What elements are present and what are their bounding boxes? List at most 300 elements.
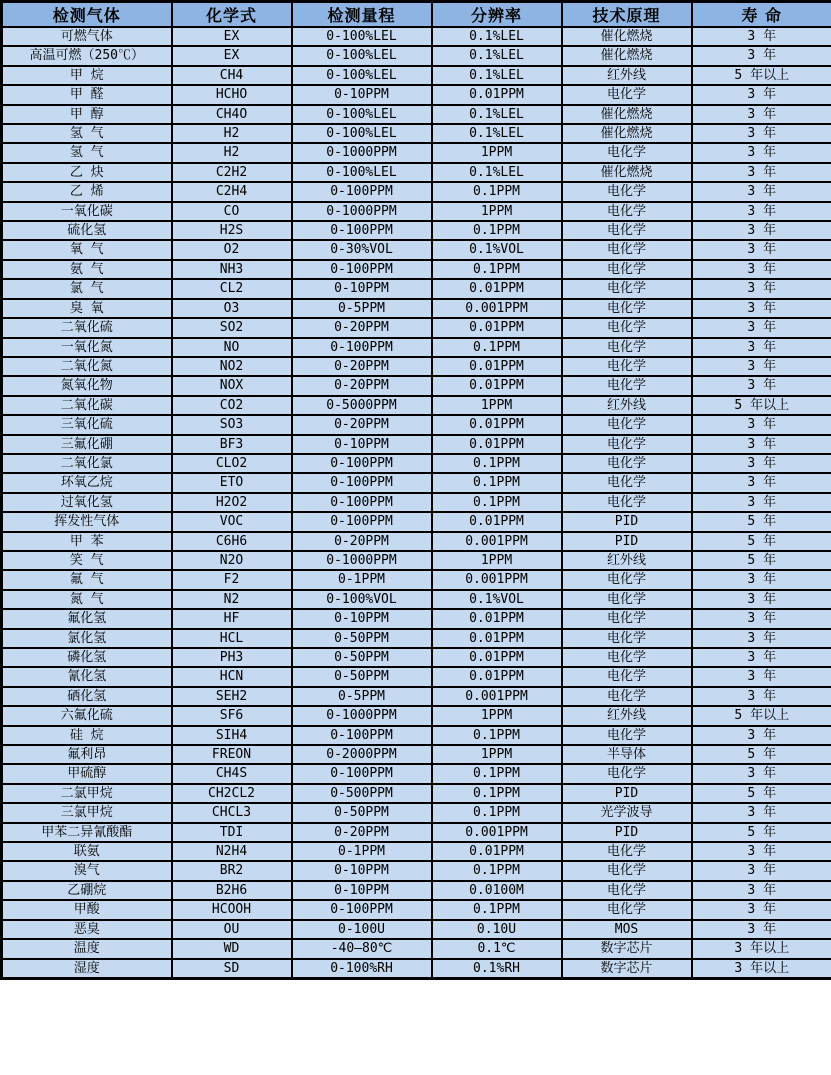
cell-range: 0-20PPM	[292, 823, 432, 842]
table-row	[2, 105, 831, 124]
cell-formula: HCL	[172, 629, 292, 648]
cell-principle: 电化学	[562, 338, 692, 357]
cell-range: 0-2000PPM	[292, 745, 432, 764]
cell-resolution: 0.1%VOL	[432, 240, 562, 259]
cell-gas: 一氧化氮	[2, 338, 172, 357]
cell-principle: 电化学	[562, 493, 692, 512]
cell-principle: 电化学	[562, 648, 692, 667]
cell-formula: PH3	[172, 648, 292, 667]
cell-range: 0-50PPM	[292, 629, 432, 648]
cell-resolution: 0.01PPM	[432, 415, 562, 434]
cell-range: 0-10PPM	[292, 85, 432, 104]
cell-life: 5 年以上	[692, 706, 831, 725]
cell-gas: 三氯甲烷	[2, 803, 172, 822]
column-header-range: 检测量程	[292, 2, 432, 28]
cell-formula: CH2CL2	[172, 784, 292, 803]
cell-range: 0-5000PPM	[292, 396, 432, 415]
cell-life: 3 年	[692, 629, 831, 648]
cell-life: 3 年	[692, 202, 831, 221]
table-row	[2, 706, 831, 725]
cell-formula: C2H4	[172, 182, 292, 201]
cell-range: 0-100PPM	[292, 512, 432, 531]
cell-resolution: 0.1PPM	[432, 861, 562, 880]
cell-principle: 电化学	[562, 473, 692, 492]
cell-range: 0-100%LEL	[292, 46, 432, 65]
table-row	[2, 454, 831, 473]
cell-formula: CLO2	[172, 454, 292, 473]
cell-principle: PID	[562, 784, 692, 803]
cell-principle: 催化燃烧	[562, 105, 692, 124]
cell-formula: CH4	[172, 66, 292, 85]
cell-formula: CHCL3	[172, 803, 292, 822]
cell-resolution: 0.1PPM	[432, 454, 562, 473]
cell-formula: TDI	[172, 823, 292, 842]
cell-principle: 电化学	[562, 667, 692, 686]
cell-life: 3 年以上	[692, 939, 831, 958]
cell-gas: 氯化氢	[2, 629, 172, 648]
cell-gas: 恶臭	[2, 920, 172, 939]
cell-life: 3 年	[692, 493, 831, 512]
cell-range: -40—80℃	[292, 939, 432, 958]
table-row	[2, 512, 831, 531]
cell-formula: BR2	[172, 861, 292, 880]
cell-formula: H2S	[172, 221, 292, 240]
cell-life: 3 年	[692, 881, 831, 900]
cell-gas: 一氧化碳	[2, 202, 172, 221]
cell-resolution: 0.1PPM	[432, 493, 562, 512]
table-header	[2, 2, 831, 28]
cell-resolution: 0.1PPM	[432, 764, 562, 783]
cell-principle: MOS	[562, 920, 692, 939]
cell-formula: CO	[172, 202, 292, 221]
cell-gas: 乙硼烷	[2, 881, 172, 900]
table-row	[2, 318, 831, 337]
cell-resolution: 0.0100M	[432, 881, 562, 900]
table-row	[2, 182, 831, 201]
cell-gas: 甲 醛	[2, 85, 172, 104]
cell-principle: 催化燃烧	[562, 27, 692, 46]
cell-gas: 氟 气	[2, 570, 172, 589]
cell-life: 3 年	[692, 667, 831, 686]
cell-formula: SD	[172, 959, 292, 979]
cell-formula: C6H6	[172, 532, 292, 551]
cell-formula: N2	[172, 590, 292, 609]
cell-resolution: 0.001PPM	[432, 299, 562, 318]
cell-resolution: 0.01PPM	[432, 842, 562, 861]
cell-gas: 甲 苯	[2, 532, 172, 551]
cell-range: 0-5PPM	[292, 687, 432, 706]
cell-resolution: 0.1%LEL	[432, 124, 562, 143]
cell-principle: 电化学	[562, 861, 692, 880]
cell-range: 0-100%LEL	[292, 124, 432, 143]
cell-gas: 六氟化硫	[2, 706, 172, 725]
table-body	[2, 27, 831, 978]
table-row	[2, 920, 831, 939]
cell-resolution: 0.1%LEL	[432, 66, 562, 85]
cell-range: 0-1000PPM	[292, 551, 432, 570]
table-row	[2, 85, 831, 104]
table-row	[2, 202, 831, 221]
cell-range: 0-10PPM	[292, 881, 432, 900]
cell-resolution: 0.01PPM	[432, 512, 562, 531]
cell-life: 3 年	[692, 570, 831, 589]
table-row	[2, 590, 831, 609]
column-header-gas: 检测气体	[2, 2, 172, 28]
cell-principle: 电化学	[562, 590, 692, 609]
table-row	[2, 842, 831, 861]
column-header-lifespan: 寿 命	[692, 2, 831, 28]
cell-range: 0-100PPM	[292, 260, 432, 279]
cell-principle: 数字芯片	[562, 939, 692, 958]
cell-formula: N2H4	[172, 842, 292, 861]
cell-resolution: 1PPM	[432, 202, 562, 221]
cell-gas: 二氧化硫	[2, 318, 172, 337]
cell-gas: 氢 气	[2, 124, 172, 143]
cell-life: 3 年	[692, 27, 831, 46]
cell-range: 0-20PPM	[292, 532, 432, 551]
cell-life: 3 年	[692, 590, 831, 609]
cell-life: 5 年	[692, 551, 831, 570]
cell-gas: 乙 烯	[2, 182, 172, 201]
table-row	[2, 823, 831, 842]
cell-formula: H2	[172, 143, 292, 162]
cell-formula: F2	[172, 570, 292, 589]
cell-principle: 电化学	[562, 629, 692, 648]
cell-formula: HCN	[172, 667, 292, 686]
cell-formula: CH4O	[172, 105, 292, 124]
cell-resolution: 0.1%LEL	[432, 105, 562, 124]
cell-life: 3 年	[692, 764, 831, 783]
table-row	[2, 221, 831, 240]
cell-range: 0-10PPM	[292, 435, 432, 454]
cell-life: 3 年	[692, 124, 831, 143]
table-row	[2, 532, 831, 551]
cell-principle: 电化学	[562, 221, 692, 240]
cell-formula: CH4S	[172, 764, 292, 783]
cell-life: 5 年	[692, 745, 831, 764]
cell-principle: 电化学	[562, 415, 692, 434]
cell-range: 0-100%LEL	[292, 66, 432, 85]
cell-gas: 氨 气	[2, 260, 172, 279]
cell-formula: BF3	[172, 435, 292, 454]
cell-formula: EX	[172, 46, 292, 65]
cell-gas: 臭 氧	[2, 299, 172, 318]
cell-principle: 红外线	[562, 66, 692, 85]
cell-formula: HF	[172, 609, 292, 628]
cell-range: 0-30%VOL	[292, 240, 432, 259]
cell-resolution: 0.01PPM	[432, 629, 562, 648]
cell-life: 3 年	[692, 105, 831, 124]
cell-resolution: 0.1%VOL	[432, 590, 562, 609]
cell-formula: CL2	[172, 279, 292, 298]
cell-resolution: 0.01PPM	[432, 357, 562, 376]
cell-principle: 电化学	[562, 900, 692, 919]
cell-range: 0-100PPM	[292, 473, 432, 492]
cell-resolution: 0.1%RH	[432, 959, 562, 979]
cell-gas: 甲苯二异氰酸酯	[2, 823, 172, 842]
cell-range: 0-100%RH	[292, 959, 432, 979]
cell-resolution: 0.01PPM	[432, 648, 562, 667]
cell-life: 3 年	[692, 726, 831, 745]
table-row	[2, 745, 831, 764]
cell-formula: SIH4	[172, 726, 292, 745]
cell-formula: HCOOH	[172, 900, 292, 919]
cell-resolution: 0.1PPM	[432, 338, 562, 357]
cell-principle: 电化学	[562, 726, 692, 745]
cell-gas: 甲酸	[2, 900, 172, 919]
cell-life: 3 年	[692, 648, 831, 667]
cell-gas: 三氧化硫	[2, 415, 172, 434]
table-row	[2, 396, 831, 415]
cell-range: 0-20PPM	[292, 318, 432, 337]
cell-principle: 电化学	[562, 881, 692, 900]
cell-formula: WD	[172, 939, 292, 958]
cell-gas: 磷化氢	[2, 648, 172, 667]
cell-resolution: 0.1PPM	[432, 260, 562, 279]
cell-formula: O3	[172, 299, 292, 318]
cell-principle: 催化燃烧	[562, 163, 692, 182]
table-row	[2, 784, 831, 803]
cell-life: 3 年	[692, 435, 831, 454]
cell-range: 0-100PPM	[292, 726, 432, 745]
cell-gas: 过氧化氢	[2, 493, 172, 512]
column-header-formula: 化学式	[172, 2, 292, 28]
cell-principle: 电化学	[562, 299, 692, 318]
cell-gas: 氯 气	[2, 279, 172, 298]
cell-resolution: 0.1PPM	[432, 473, 562, 492]
cell-formula: C2H2	[172, 163, 292, 182]
cell-gas: 甲硫醇	[2, 764, 172, 783]
cell-range: 0-500PPM	[292, 784, 432, 803]
cell-principle: PID	[562, 532, 692, 551]
cell-gas: 氟利昂	[2, 745, 172, 764]
cell-formula: FREON	[172, 745, 292, 764]
cell-gas: 环氧乙烷	[2, 473, 172, 492]
cell-resolution: 1PPM	[432, 706, 562, 725]
table-row	[2, 338, 831, 357]
table-row	[2, 959, 831, 979]
cell-resolution: 0.01PPM	[432, 318, 562, 337]
column-header-principle: 技术原理	[562, 2, 692, 28]
table-row	[2, 124, 831, 143]
cell-range: 0-100PPM	[292, 221, 432, 240]
cell-principle: 电化学	[562, 376, 692, 395]
cell-life: 5 年	[692, 512, 831, 531]
cell-range: 0-100PPM	[292, 493, 432, 512]
cell-life: 5 年以上	[692, 396, 831, 415]
cell-resolution: 1PPM	[432, 551, 562, 570]
cell-principle: 数字芯片	[562, 959, 692, 979]
cell-range: 0-100%LEL	[292, 27, 432, 46]
cell-range: 0-20PPM	[292, 415, 432, 434]
cell-range: 0-100%LEL	[292, 105, 432, 124]
table-row	[2, 357, 831, 376]
cell-formula: SO2	[172, 318, 292, 337]
cell-formula: EX	[172, 27, 292, 46]
cell-formula: NOX	[172, 376, 292, 395]
cell-resolution: 0.1℃	[432, 939, 562, 958]
cell-gas: 温度	[2, 939, 172, 958]
cell-principle: 电化学	[562, 182, 692, 201]
cell-resolution: 0.1%LEL	[432, 27, 562, 46]
cell-life: 3 年	[692, 299, 831, 318]
cell-gas: 溴气	[2, 861, 172, 880]
cell-principle: 催化燃烧	[562, 46, 692, 65]
cell-range: 0-100%VOL	[292, 590, 432, 609]
cell-gas: 硫化氢	[2, 221, 172, 240]
cell-formula: CO2	[172, 396, 292, 415]
table-row	[2, 667, 831, 686]
cell-life: 3 年	[692, 338, 831, 357]
table-row	[2, 27, 831, 46]
cell-life: 3 年	[692, 415, 831, 434]
cell-life: 3 年	[692, 163, 831, 182]
cell-range: 0-10PPM	[292, 609, 432, 628]
cell-resolution: 0.01PPM	[432, 435, 562, 454]
table-row	[2, 881, 831, 900]
cell-resolution: 0.001PPM	[432, 532, 562, 551]
cell-principle: 电化学	[562, 85, 692, 104]
cell-principle: 电化学	[562, 260, 692, 279]
cell-life: 3 年	[692, 842, 831, 861]
cell-resolution: 0.1PPM	[432, 900, 562, 919]
cell-formula: HCHO	[172, 85, 292, 104]
cell-resolution: 0.1%LEL	[432, 163, 562, 182]
cell-formula: B2H6	[172, 881, 292, 900]
cell-range: 0-100PPM	[292, 182, 432, 201]
cell-resolution: 0.1%LEL	[432, 46, 562, 65]
cell-resolution: 0.1PPM	[432, 182, 562, 201]
cell-formula: NO	[172, 338, 292, 357]
cell-life: 3 年以上	[692, 959, 831, 979]
cell-range: 0-50PPM	[292, 648, 432, 667]
table-row	[2, 260, 831, 279]
cell-gas: 乙 炔	[2, 163, 172, 182]
cell-life: 3 年	[692, 920, 831, 939]
cell-resolution: 1PPM	[432, 745, 562, 764]
cell-range: 0-1000PPM	[292, 706, 432, 725]
cell-formula: VOC	[172, 512, 292, 531]
cell-formula: NH3	[172, 260, 292, 279]
cell-gas: 笑 气	[2, 551, 172, 570]
table-row	[2, 803, 831, 822]
cell-formula: O2	[172, 240, 292, 259]
cell-range: 0-50PPM	[292, 803, 432, 822]
cell-gas: 硅 烷	[2, 726, 172, 745]
cell-gas: 氰化氢	[2, 667, 172, 686]
table-row	[2, 551, 831, 570]
cell-gas: 挥发性气体	[2, 512, 172, 531]
cell-resolution: 0.01PPM	[432, 609, 562, 628]
cell-principle: 电化学	[562, 570, 692, 589]
cell-resolution: 0.10U	[432, 920, 562, 939]
table-row	[2, 648, 831, 667]
cell-life: 3 年	[692, 803, 831, 822]
table-row	[2, 279, 831, 298]
cell-principle: 电化学	[562, 764, 692, 783]
cell-gas: 甲 烷	[2, 66, 172, 85]
cell-life: 3 年	[692, 861, 831, 880]
cell-life: 5 年	[692, 784, 831, 803]
table-row	[2, 726, 831, 745]
cell-gas: 二氯甲烷	[2, 784, 172, 803]
cell-range: 0-100%LEL	[292, 163, 432, 182]
cell-resolution: 0.001PPM	[432, 570, 562, 589]
cell-principle: 电化学	[562, 454, 692, 473]
cell-life: 5 年	[692, 532, 831, 551]
table-row	[2, 939, 831, 958]
cell-range: 0-1PPM	[292, 842, 432, 861]
cell-principle: 红外线	[562, 706, 692, 725]
cell-formula: H2	[172, 124, 292, 143]
table-row	[2, 687, 831, 706]
cell-gas: 氧 气	[2, 240, 172, 259]
cell-gas: 氢 气	[2, 143, 172, 162]
cell-principle: 电化学	[562, 687, 692, 706]
table-row	[2, 609, 831, 628]
cell-principle: 电化学	[562, 842, 692, 861]
table-row	[2, 570, 831, 589]
cell-gas: 可燃气体	[2, 27, 172, 46]
table-row	[2, 240, 831, 259]
cell-life: 3 年	[692, 357, 831, 376]
cell-life: 3 年	[692, 900, 831, 919]
cell-life: 3 年	[692, 687, 831, 706]
cell-life: 3 年	[692, 473, 831, 492]
cell-gas: 二氧化碳	[2, 396, 172, 415]
cell-principle: 半导体	[562, 745, 692, 764]
cell-gas: 氮氧化物	[2, 376, 172, 395]
cell-life: 3 年	[692, 182, 831, 201]
cell-principle: 电化学	[562, 143, 692, 162]
table-row	[2, 376, 831, 395]
column-header-resolution: 分辨率	[432, 2, 562, 28]
cell-range: 0-10PPM	[292, 279, 432, 298]
cell-resolution: 0.01PPM	[432, 667, 562, 686]
cell-life: 3 年	[692, 85, 831, 104]
cell-resolution: 0.01PPM	[432, 279, 562, 298]
table-row	[2, 163, 831, 182]
table-row	[2, 900, 831, 919]
cell-formula: ETO	[172, 473, 292, 492]
table-row	[2, 143, 831, 162]
cell-resolution: 0.1PPM	[432, 803, 562, 822]
cell-life: 3 年	[692, 376, 831, 395]
cell-formula: SEH2	[172, 687, 292, 706]
table-row	[2, 861, 831, 880]
cell-principle: PID	[562, 823, 692, 842]
cell-gas: 二氧化氮	[2, 357, 172, 376]
header-row	[2, 2, 831, 28]
cell-principle: 电化学	[562, 609, 692, 628]
cell-gas: 氮 气	[2, 590, 172, 609]
cell-gas: 氟化氢	[2, 609, 172, 628]
cell-range: 0-20PPM	[292, 376, 432, 395]
cell-life: 3 年	[692, 454, 831, 473]
cell-range: 0-50PPM	[292, 667, 432, 686]
cell-range: 0-1000PPM	[292, 202, 432, 221]
table-row	[2, 493, 831, 512]
cell-principle: 电化学	[562, 357, 692, 376]
cell-gas: 二氧化氯	[2, 454, 172, 473]
cell-life: 3 年	[692, 279, 831, 298]
cell-principle: 电化学	[562, 202, 692, 221]
table-row	[2, 473, 831, 492]
cell-principle: PID	[562, 512, 692, 531]
cell-life: 3 年	[692, 609, 831, 628]
cell-resolution: 0.1PPM	[432, 784, 562, 803]
table-row	[2, 435, 831, 454]
